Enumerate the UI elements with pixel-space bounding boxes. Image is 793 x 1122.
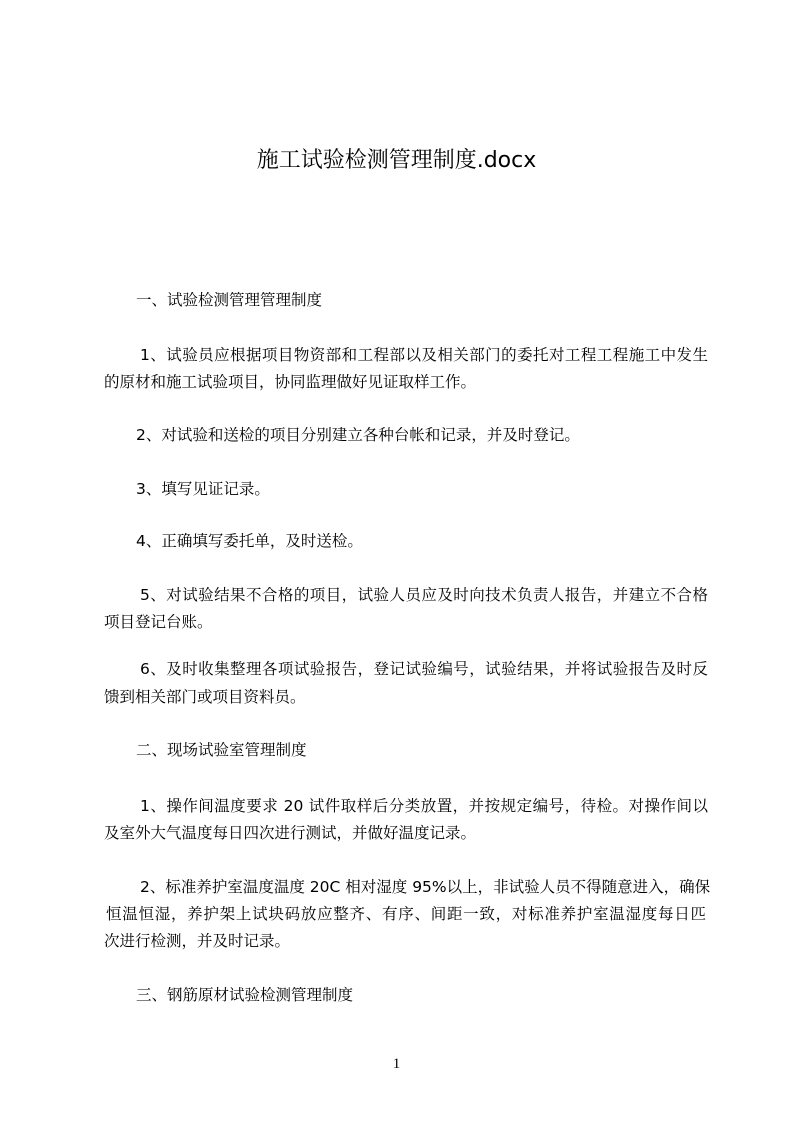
paragraph-line: 项目登记台账。 — [104, 613, 213, 631]
paragraph-line: 1、操作间温度要求 20 试件取样后分类放置，并按规定编号，待检。对操作间以 — [140, 797, 708, 815]
paragraph-line: 2、对试验和送检的项目分别建立各种台帐和记录，并及时登记。 — [136, 426, 580, 444]
paragraph-line: 4、正确填写委托单，及时送检。 — [136, 532, 363, 550]
document-title: 施工试验检测管理制度.docx — [256, 148, 537, 173]
paragraph-line: 及室外大气温度每日四次进行测试，并做好温度记录。 — [104, 824, 477, 842]
paragraph-line: 馈到相关部门或项目资料员。 — [104, 688, 306, 706]
paragraph-line: 6、及时收集整理各项试验报告，登记试验编号，试验结果，并将试验报告及时反 — [140, 660, 708, 678]
paragraph-line: 2、标准养护室温度温度 20C 相对湿度 95%以上，非试验人员不得随意进入，确保 — [140, 878, 711, 896]
paragraph-line: 3、填写见证记录。 — [136, 480, 270, 498]
paragraph-line: 恒温恒湿，养护架上试块码放应整齐、有序、间距一致，对标准养护室温湿度每日匹 — [106, 905, 706, 923]
paragraph-line: 1、试验员应根据项目物资部和工程部以及相关部门的委托对工程工程施工中发生 — [140, 346, 708, 364]
page-number: 1 — [392, 1056, 401, 1072]
section-heading: 三、钢筋原材试验检测管理制度 — [136, 986, 354, 1004]
paragraph-line: 5、对试验结果不合格的项目，试验人员应及时向技术负责人报告，并建立不合格 — [140, 586, 708, 604]
section-heading: 一、试验检测管理管理制度 — [136, 291, 323, 309]
section-heading: 二、现场试验室管理制度 — [136, 741, 307, 759]
paragraph-line: 次进行检测，并及时记录。 — [104, 932, 291, 950]
paragraph-line: 的原材和施工试验项目，协同监理做好见证取样工作。 — [104, 373, 477, 391]
